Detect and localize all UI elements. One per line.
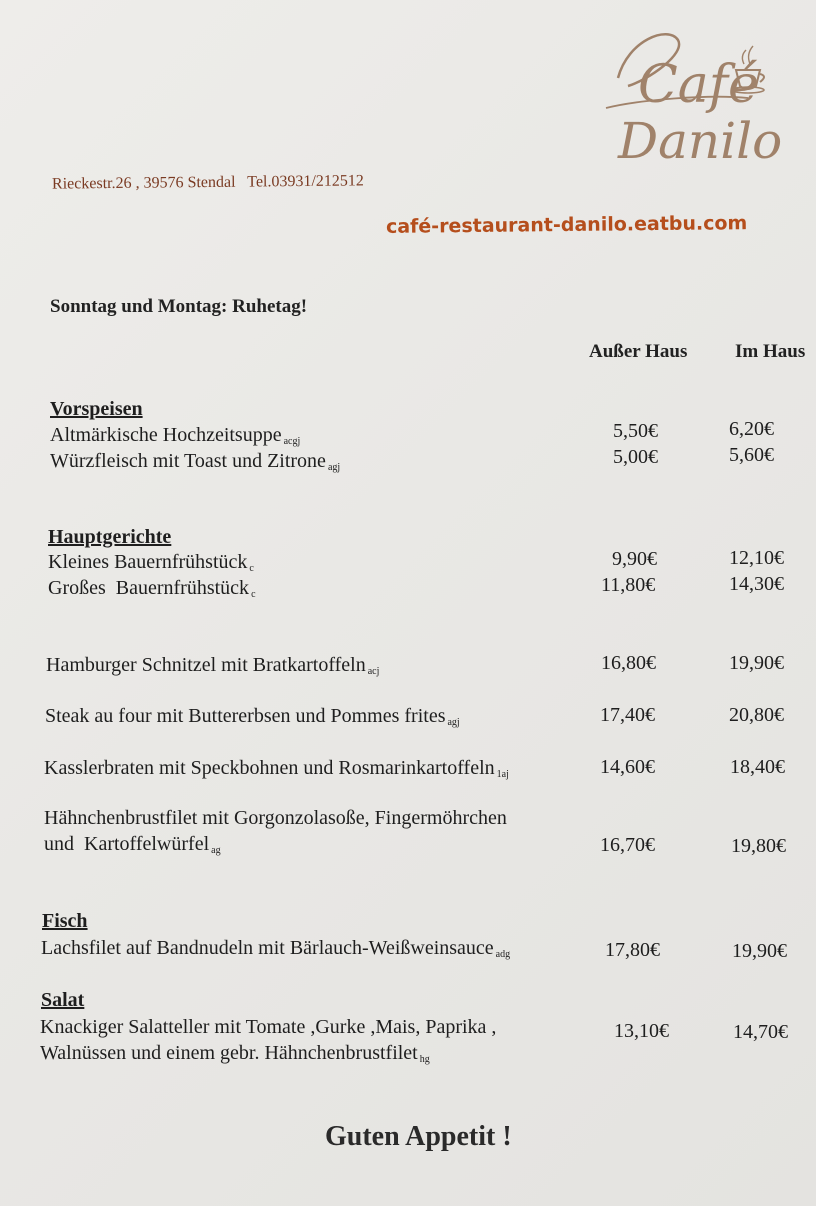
column-header-takeaway: Außer Haus: [589, 341, 688, 362]
item-name: Kleines Bauernfrühstück: [48, 551, 248, 573]
item-name: Kasslerbraten mit Speckbohnen und Rosmarinkartoffeln: [44, 757, 495, 779]
menu-item: [40, 1014, 496, 1040]
allergen-code: acgj: [283, 436, 301, 447]
closing-message: Guten Appetit !: [325, 1121, 512, 1152]
column-header-dine-in: Im Haus: [735, 341, 806, 362]
menu-item-continued: [40, 1040, 430, 1073]
item-name: Hamburger Schnitzel mit Bratkartoffeln: [46, 654, 366, 676]
website-link[interactable]: café-restaurant-danilo.eatbu.com: [385, 212, 748, 238]
menu-item: [50, 448, 340, 481]
price-takeaway: 16,70€: [600, 834, 655, 856]
allergen-code: agj: [327, 462, 341, 473]
item-name: Großes Bauernfrühstück: [48, 577, 250, 599]
menu-item: [41, 935, 510, 968]
allergen-code: agj: [447, 717, 460, 728]
item-name-line2: und Kartoffelwürfel: [44, 833, 210, 855]
section-title-fisch: Fisch: [42, 910, 88, 932]
price-dine-in: 19,90€: [729, 652, 784, 674]
menu-item: [45, 703, 460, 736]
price-takeaway: 9,90€: [612, 548, 657, 570]
item-name-line1: Hähnchenbrustfilet mit Gorgonzolasoße, Fingermöhrchen: [44, 807, 507, 829]
menu-item-continued: [44, 831, 221, 864]
item-name: Altmärkische Hochzeitsuppe: [50, 424, 282, 446]
allergen-code: 1aj: [496, 769, 509, 780]
price-dine-in: 12,10€: [729, 547, 784, 569]
allergen-code: adg: [495, 949, 511, 960]
allergen-code: acj: [367, 666, 380, 677]
allergen-code: c: [249, 563, 254, 574]
price-dine-in: 19,90€: [732, 940, 787, 962]
item-name-line1: Knackiger Salatteller mit Tomate ,Gurke ,Mais, Paprika ,: [40, 1016, 497, 1038]
allergen-code: ag: [211, 845, 221, 856]
price-takeaway: 11,80€: [601, 574, 656, 596]
logo-line2: Danilo: [618, 112, 783, 168]
item-name: Würzfleisch mit Toast und Zitrone: [50, 450, 326, 472]
price-takeaway: 17,40€: [600, 704, 655, 726]
menu-item: [44, 755, 509, 788]
price-dine-in: 18,40€: [730, 756, 785, 778]
item-name: Lachsfilet auf Bandnudeln mit Bärlauch-Weißweinsauce: [41, 937, 494, 959]
price-dine-in: 6,20€: [729, 418, 774, 440]
price-takeaway: 17,80€: [605, 939, 660, 961]
logo-artwork: [598, 20, 798, 168]
menu-item: [46, 652, 379, 685]
cafe-danilo-logo: [598, 20, 798, 168]
section-title-hauptgerichte: Hauptgerichte: [48, 526, 172, 548]
price-takeaway: 13,10€: [614, 1020, 669, 1042]
item-name: Steak au four mit Buttererbsen und Pommes frites: [45, 705, 446, 727]
logo-line1: Café: [638, 55, 759, 115]
price-dine-in: 14,70€: [733, 1021, 788, 1043]
item-name-line2: Walnüssen und einem gebr. Hähnchenbrustfilet: [40, 1042, 418, 1064]
price-dine-in: 20,80€: [729, 704, 784, 726]
price-dine-in: 19,80€: [731, 835, 786, 857]
price-takeaway: 5,00€: [613, 446, 658, 468]
menu-item: [48, 575, 256, 608]
price-dine-in: 5,60€: [729, 444, 774, 466]
menu-item: [44, 805, 507, 831]
closed-days-notice: Sonntag und Montag: Ruhetag!: [50, 296, 308, 317]
price-takeaway: 16,80€: [601, 652, 656, 674]
address-line: Rieckestr.26 , 39576 Stendal Tel.03931/212512: [51, 172, 364, 193]
price-takeaway: 5,50€: [613, 420, 658, 442]
price-dine-in: 14,30€: [729, 573, 784, 595]
price-takeaway: 14,60€: [600, 756, 655, 778]
allergen-code: c: [251, 589, 256, 600]
allergen-code: hg: [419, 1054, 430, 1065]
section-title-vorspeisen: Vorspeisen: [50, 398, 143, 420]
section-title-salat: Salat: [41, 989, 85, 1011]
